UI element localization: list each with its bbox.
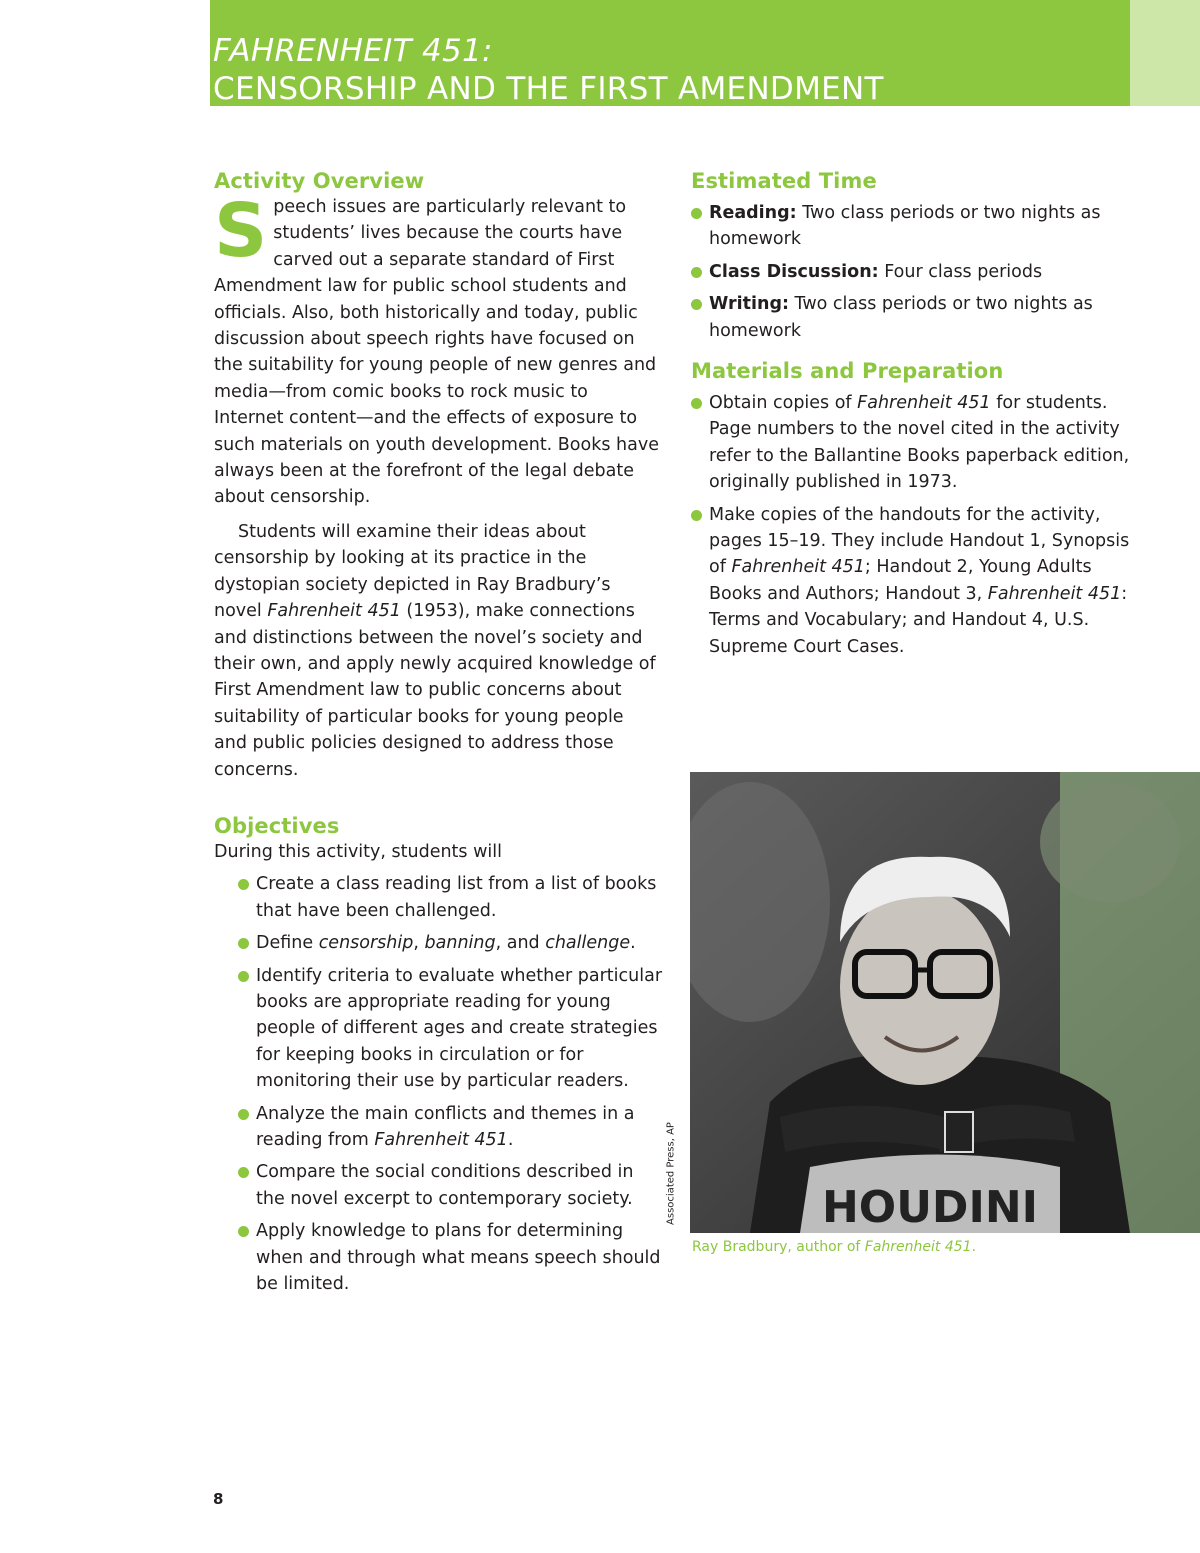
bullet-icon — [238, 971, 249, 982]
list-item: Define censorship, banning, and challenge. — [238, 930, 662, 956]
bullet-icon — [238, 938, 249, 949]
portrait-illustration — [690, 772, 1200, 1233]
photo-credit: Associated Press, AP — [665, 1122, 677, 1225]
header-band-accent — [1130, 0, 1200, 106]
list-item: Create a class reading list from a list of books that have been challenged. — [238, 871, 662, 924]
title-line-1: FAHRENHEIT 451: — [213, 33, 493, 69]
objectives-intro: During this activity, students will — [214, 841, 502, 862]
page-title — [213, 32, 884, 108]
bullet-icon — [691, 267, 702, 278]
photo-sign-text: HOUDINI — [821, 1182, 1039, 1233]
right-column — [691, 168, 1141, 660]
bullet-icon — [238, 1109, 249, 1120]
objectives-list — [238, 871, 662, 1297]
list-item: Compare the social conditions described in the novel excerpt to contemporary society. — [238, 1159, 662, 1212]
bullet-icon — [238, 1167, 249, 1178]
activity-overview-heading: Activity Overview — [214, 169, 425, 193]
materials-heading: Materials and Preparation — [691, 359, 1004, 384]
list-item: Apply knowledge to plans for determining when and through what means speech should be limited. — [238, 1218, 662, 1297]
bullet-icon — [691, 398, 702, 409]
estimated-time-list — [691, 200, 1141, 344]
bullet-icon — [691, 208, 702, 219]
list-item: Reading: Two class periods or two nights as homework — [691, 200, 1141, 253]
list-item: Make copies of the handouts for the activity, pages 15–19. They include Handout 1, Synopsis of Fahrenheit 451; Handout 2, Young Adults Books and Authors; Handout 3, Fahrenheit 451: Terms and Vocabulary; and Handout 4, U.S. Supreme Court Cases. — [691, 502, 1141, 660]
list-item: Writing: Two class periods or two nights as homework — [691, 291, 1141, 344]
bullet-icon — [238, 1226, 249, 1237]
list-item: Identify criteria to evaluate whether particular books are appropriate reading for young people of different ages and create strategies for keeping books in circulation or for monitoring their use by particular readers. — [238, 963, 662, 1095]
title-line-2: CENSORSHIP AND THE FIRST AMENDMENT — [213, 71, 884, 107]
list-item: Obtain copies of Fahrenheit 451 for students. Page numbers to the novel cited in the activity refer to the Ballantine Books paperback edition, originally published in 1973. — [691, 390, 1141, 496]
bullet-icon — [691, 299, 702, 310]
bullet-icon — [691, 510, 702, 521]
author-photo — [690, 772, 1200, 1233]
overview-paragraph-1: peech issues are particularly relevant to students’ lives because the courts have carved out a separate standard of First Amendment law for public school students and officials. Also, both historically and today, public discussion about speech rights have focused on the suitability for young people of new genres and media—from comic books to rock music to Internet content—and the effects of exposure to such materials on youth development. Books have always been at the forefront of the legal debate about censorship. — [214, 197, 659, 508]
page-number: 8 — [213, 1490, 224, 1508]
activity-overview-body — [214, 188, 662, 783]
drop-cap: S — [214, 188, 268, 274]
objectives-heading: Objectives — [214, 813, 340, 838]
list-item: Analyze the main conflicts and themes in a reading from Fahrenheit 451. — [238, 1101, 662, 1154]
left-column — [214, 168, 662, 1297]
estimated-time-heading: Estimated Time — [691, 169, 877, 193]
materials-list — [691, 390, 1141, 660]
bullet-icon — [238, 879, 249, 890]
overview-paragraph-2: Students will examine their ideas about censorship by looking at its practice in the dystopian society depicted in Ray Bradbury’s novel Fahrenheit 451 (1953), make connections and distinctions between the novel’s society and their own, and apply newly acquired knowledge of First Amendment law to public concerns about suitability of particular books for young people and public policies designed to address those concerns. — [214, 521, 656, 780]
list-item: Class Discussion: Four class periods — [691, 259, 1141, 285]
photo-caption: Ray Bradbury, author of Fahrenheit 451. — [692, 1239, 977, 1255]
